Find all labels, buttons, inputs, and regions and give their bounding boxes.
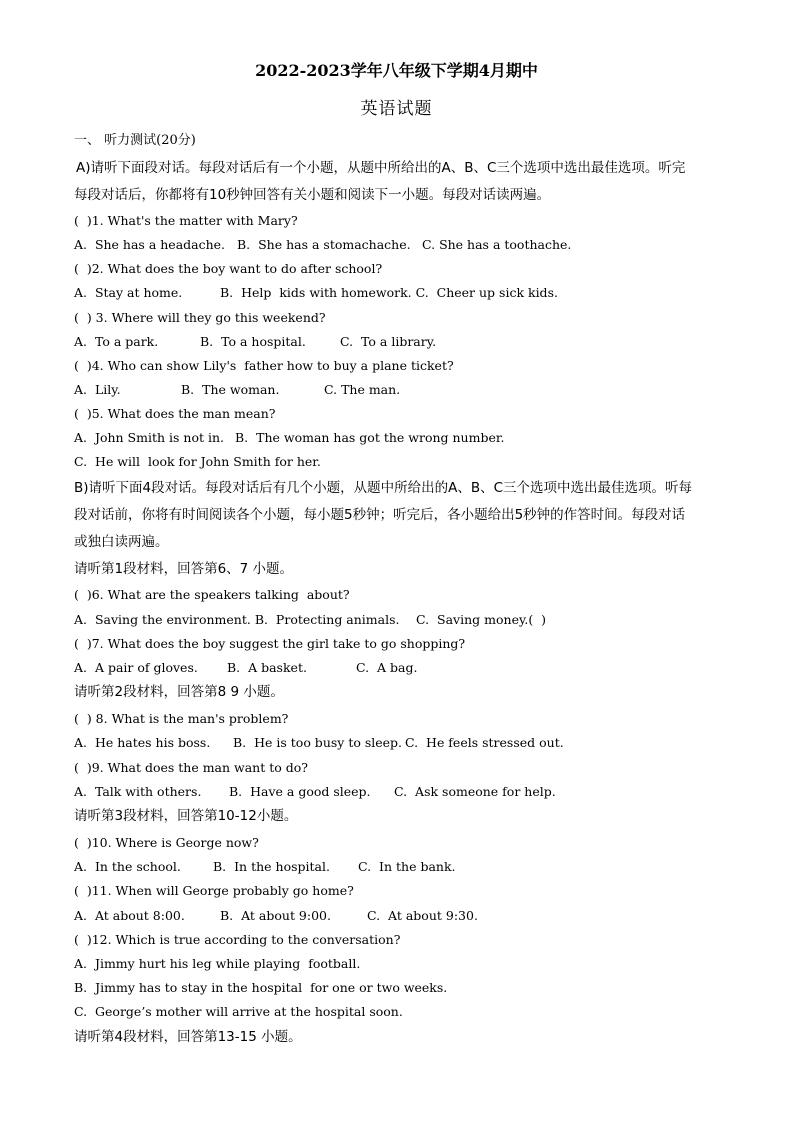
- question-4-option-a: A. Lily.: [74, 382, 121, 397]
- exam-subtitle: 英语试题: [360, 99, 433, 119]
- material-4-heading: 请听第4段材料，回答第13-15 小题。: [74, 1029, 302, 1045]
- question-6-option-c: C. Saving money.( ): [416, 612, 547, 627]
- question-7-stem: ( )7. What does the boy suggest the girl take to go shopping?: [74, 636, 466, 651]
- question-8-option-c: C. He feels stressed out.: [405, 735, 564, 750]
- question-12-option-c: C. George’s mother will arrive at the hospital soon.: [74, 1004, 403, 1019]
- question-10-option-a: A. In the school.: [74, 859, 181, 874]
- question-1-option-a: A. She has a headache.: [74, 237, 226, 252]
- question-4-option-c: C. The man.: [324, 382, 401, 397]
- question-7-option-c: C. A bag.: [356, 660, 418, 675]
- question-11-option-b: B. At about 9:00.: [220, 908, 331, 923]
- question-4-option-b: B. The woman.: [181, 382, 280, 397]
- part-b-instruction-1: B)请听下面4段对话。每段对话后有几个小题，从题中所给出的A、B、C三个选项中选出最佳选项。听每: [74, 480, 693, 496]
- question-9-option-b: B. Have a good sleep.: [229, 784, 371, 799]
- question-4-stem: ( )4. Who can show Lily's father how to buy a plane ticket?: [74, 358, 454, 373]
- question-12-option-a: A. Jimmy hurt his leg while playing football.: [74, 956, 361, 971]
- question-5-option-c: C. He will look for John Smith for her.: [74, 454, 321, 469]
- exam-title: 2022-2023学年八年级下学期4月期中: [255, 61, 538, 80]
- question-1-option-b: B. She has a stomachache.: [237, 237, 411, 252]
- question-9-stem: ( )9. What does the man want to do?: [74, 760, 308, 775]
- question-5-option-a: A. John Smith is not in.: [74, 430, 224, 445]
- question-6-stem: ( )6. What are the speakers talking about?: [74, 587, 350, 602]
- part-b-instruction-2: 段对话前，你将有时间阅读各个小题，每小题5秒钟；听完后，各小题给出5秒钟的作答时间。每段对话: [74, 507, 686, 523]
- part-a-instruction-2: 每段对话后，你都将有10秒钟回答有关小题和阅读下一小题。每段对话读两遍。: [74, 187, 551, 203]
- question-1-stem: ( )1. What's the matter with Mary?: [74, 213, 298, 228]
- question-5-option-b: B. The woman has got the wrong number.: [235, 430, 505, 445]
- question-10-option-c: C. In the bank.: [358, 859, 456, 874]
- question-7-option-a: A. A pair of gloves.: [74, 660, 198, 675]
- question-2-option-a: A. Stay at home.: [74, 285, 183, 300]
- question-11-stem: ( )11. When will George probably go home?: [74, 883, 354, 898]
- question-9-option-c: C. Ask someone for help.: [394, 784, 556, 799]
- part-a-instruction-1: A)请听下面段对话。每段对话后有一个小题，从题中所给出的A、B、C三个选项中选出最佳选项。听完: [76, 160, 686, 176]
- question-10-option-b: B. In the hospital.: [213, 859, 330, 874]
- question-3-option-b: B. To a hospital.: [200, 334, 306, 349]
- material-2-heading: 请听第2段材料，回答第8 9 小题。: [74, 684, 284, 700]
- question-3-stem: ( ) 3. Where will they go this weekend?: [74, 310, 326, 325]
- question-8-option-b: B. He is too busy to sleep.: [233, 735, 403, 750]
- material-3-heading: 请听第3段材料，回答第10-12小题。: [74, 808, 298, 824]
- question-6-option-ab: A. Saving the environment. B. Protecting animals.: [74, 612, 400, 627]
- question-2-option-bc: B. Help kids with homework. C. Cheer up sick kids.: [220, 285, 558, 300]
- question-3-option-a: A. To a park.: [74, 334, 159, 349]
- question-11-option-a: A. At about 8:00.: [74, 908, 185, 923]
- question-8-stem: ( ) 8. What is the man's problem?: [74, 711, 289, 726]
- question-9-option-a: A. Talk with others.: [74, 784, 202, 799]
- section-heading: 一、 听力测试(20分): [74, 133, 196, 148]
- question-1-option-c: C. She has a toothache.: [422, 237, 572, 252]
- question-8-option-a: A. He hates his boss.: [74, 735, 211, 750]
- question-2-stem: ( )2. What does the boy want to do after school?: [74, 261, 383, 276]
- question-7-option-b: B. A basket.: [227, 660, 307, 675]
- question-10-stem: ( )10. Where is George now?: [74, 835, 259, 850]
- question-12-option-b: B. Jimmy has to stay in the hospital for one or two weeks.: [74, 980, 448, 995]
- question-3-option-c: C. To a library.: [340, 334, 437, 349]
- question-5-stem: ( )5. What does the man mean?: [74, 406, 276, 421]
- question-11-option-c: C. At about 9:30.: [367, 908, 478, 923]
- material-1-heading: 请听第1段材料，回答第6、7 小题。: [74, 561, 294, 577]
- question-12-stem: ( )12. Which is true according to the conversation?: [74, 932, 401, 947]
- part-b-instruction-3: 或独白读两遍。: [74, 534, 169, 550]
